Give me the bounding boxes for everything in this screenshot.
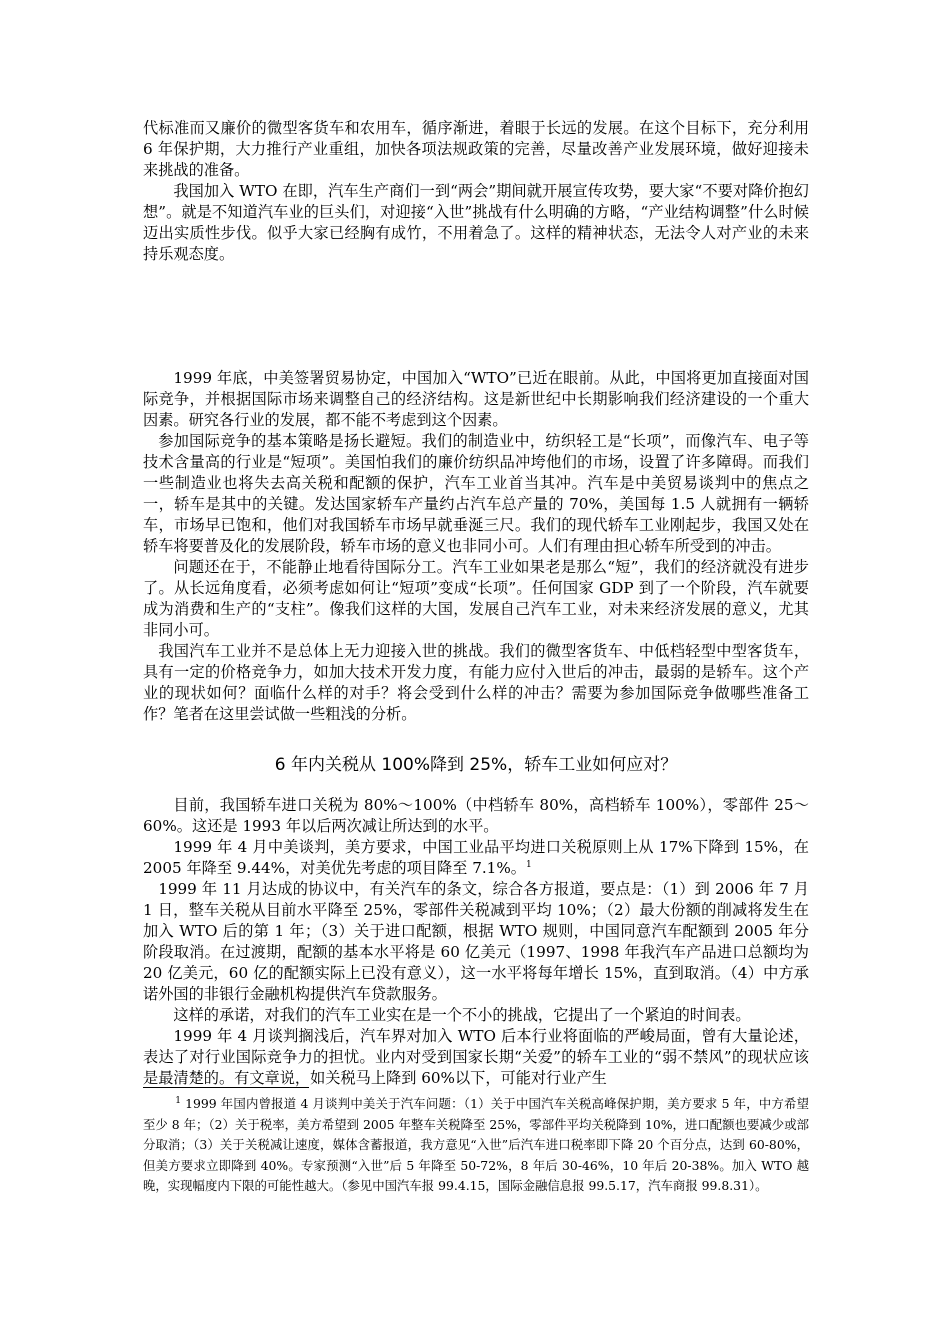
footnote-number: 1 xyxy=(175,1095,181,1106)
paragraph: 我国加入 WTO 在即，汽车生产商们一到“两会”期间就开展宣传攻势，要大家“不要对降价抱幻想”。就是不知道汽车业的巨头们，对迎接“入世”挑战有什么明确的方略，“产业结构调整”什么时候迈出实质性步伐。似乎大家已经胸有成竹，不用着急了。这样的精神状态，无法令人对产业的未来持乐观态度。 xyxy=(143,182,809,263)
paragraph-text: 1999 年 4 月中美谈判，美方要求，中国工业品平均进口关税原则上从 17%下降到 15%，在 2005 年降至 9.44%，对美优先考虑的项目降至 7.1%。 xyxy=(143,838,809,877)
paragraph: 问题还在于，不能静止地看待国际分工。汽车工业如果老是那么“短”，我们的经济就没有进步了。从长远角度看，必须考虑如何让“短项”变成“长项”。任何国家 GDP 到了一个阶段，汽车就要成为消费和生产的“支柱”。像我们这样的大国，发展自己汽车工业，对未来经济发展的意义，尤其非同小可。 xyxy=(143,558,809,639)
section-wto-overview xyxy=(143,368,809,725)
footnote-separator xyxy=(143,1087,309,1088)
section-heading: 6 年内关税从 100%降到 25%，轿车工业如何应对？ xyxy=(274,755,678,775)
paragraph: 1999 年底，中美签署贸易协定，中国加入“WTO”已近在眼前。从此，中国将更加直接面对国际竞争，并根据国际市场来调整自己的经济结构。这是新世纪中长期影响我们经济建设的一个重大因素。研究各行业的发展，都不能不考虑到这个因素。 xyxy=(143,369,809,429)
paragraph: 我国汽车工业并不是总体上无力迎接入世的挑战。我们的微型客货车、中低档轻型中型客货车，具有一定的价格竞争力，如加大技术开发力度，有能力应付入世后的冲击，最弱的是轿车。这个产业的现状如何？面临什么样的对手？将会受到什么样的冲击？需要为参加国际竞争做哪些准备工作？笔者在这里尝试做一些粗浅的分析。 xyxy=(143,642,809,723)
paragraph: 1999 年 4 月谈判搁浅后，汽车界对加入 WTO 后本行业将面临的严峻局面，曾有大量论述，表达了对行业国际竞争力的担忧。业内对受到国家长期“关爱”的轿车工业的“弱不禁风”的现状应该是最清楚的。有文章说，如关税马上降到 60%以下，可能对行业产生 xyxy=(143,1027,809,1087)
paragraph: 参加国际竞争的基本策略是扬长避短。我们的制造业中，纺织轻工是“长项”，而像汽车、电子等技术含量高的行业是“短项”。美国怕我们的廉价纺织品冲垮他们的市场，设置了许多障碍。而我们一些制造业也将失去高关税和配额的保护，汽车工业首当其冲。汽车是中美贸易谈判中的焦点之一，轿车是其中的关键。发达国家轿车产量约占汽车总产量的 70%，美国每 1.5 人就拥有一辆轿车，市场早已饱和，他们对我国轿车市场早就垂涎三尺。我们的现代轿车工业刚起步，我国又处在轿车将要普及化的发展阶段，轿车市场的意义也非同小可。人们有理由担心轿车所受到的冲击。 xyxy=(143,432,809,555)
paragraph: 1999 年 11 月达成的协议中，有关汽车的条文，综合各方报道，要点是：（1）到 2006 年 7 月 1 日，整车关税从目前水平降至 25%，零部件关税减到平均 10%；（2）最大份额的削减将发生在加入 WTO 后的第 1 年；（3）关于进口配额，根据 WTO 规则，中国同意汽车配额到 2005 年分阶段取消。在过渡期，配额的基本水平将是 60 亿美元（1997、1998 年我汽车产品进口总额均为 20 亿美元，60 亿的配额实际上已没有意义），这一水平将每年增长 15%，直到取消。（4）中方承诺外国的非银行金融机构提供汽车贷款服务。 xyxy=(143,880,809,1003)
paragraph xyxy=(143,837,809,879)
footnote-paragraph xyxy=(143,1094,809,1197)
footnote-text: 1999 年国内曾报道 4 月谈判中美关于汽车问题：（1）关于中国汽车关税高峰保护期，美方要求 5 年，中方希望至少 8 年；（2）关于税率，美方希望到 2005 年整车关税降至 25%，零部件平均关税降到 10%，进口配额也要减少或部分取消；（3）关于关税减让速度，媒体含蓄报道，我方意见“入世”后汽车进口税率即下降 20 个百分点，达到 60-80%，但美方要求立即降到 40%。专家预测“入世”后 5 年降至 50-72%，8 年后 30-46%，10 年后 20-38%。加入 WTO 越晚，实现幅度内下限的可能性越大。（参见中国汽车报 99.4.15，国际金融信息报 99.5.17，汽车商报 99.8.31）。 xyxy=(143,1096,809,1193)
section-intro-continuation xyxy=(143,118,809,265)
footnote-reference[interactable]: 1 xyxy=(525,859,532,870)
section-tariff-reduction xyxy=(143,795,809,1089)
paragraph: 这样的承诺，对我们的汽车工业实在是一个不小的挑战，它提出了一个紧迫的时间表。 xyxy=(173,1006,751,1024)
paragraph: 目前，我国轿车进口关税为 80%～100%（中档轿车 80%，高档轿车 100%），零部件 25～60%。这还是 1993 年以后两次减让所达到的水平。 xyxy=(143,796,809,835)
paragraph: 代标准而又廉价的微型客货车和农用车，循序渐进，着眼于长远的发展。在这个目标下，充分利用 6 年保护期，大力推行产业重组，加快各项法规政策的完善，尽量改善产业发展环境，做好迎接未来挑战的准备。 xyxy=(143,119,809,179)
footnote xyxy=(143,1094,809,1197)
